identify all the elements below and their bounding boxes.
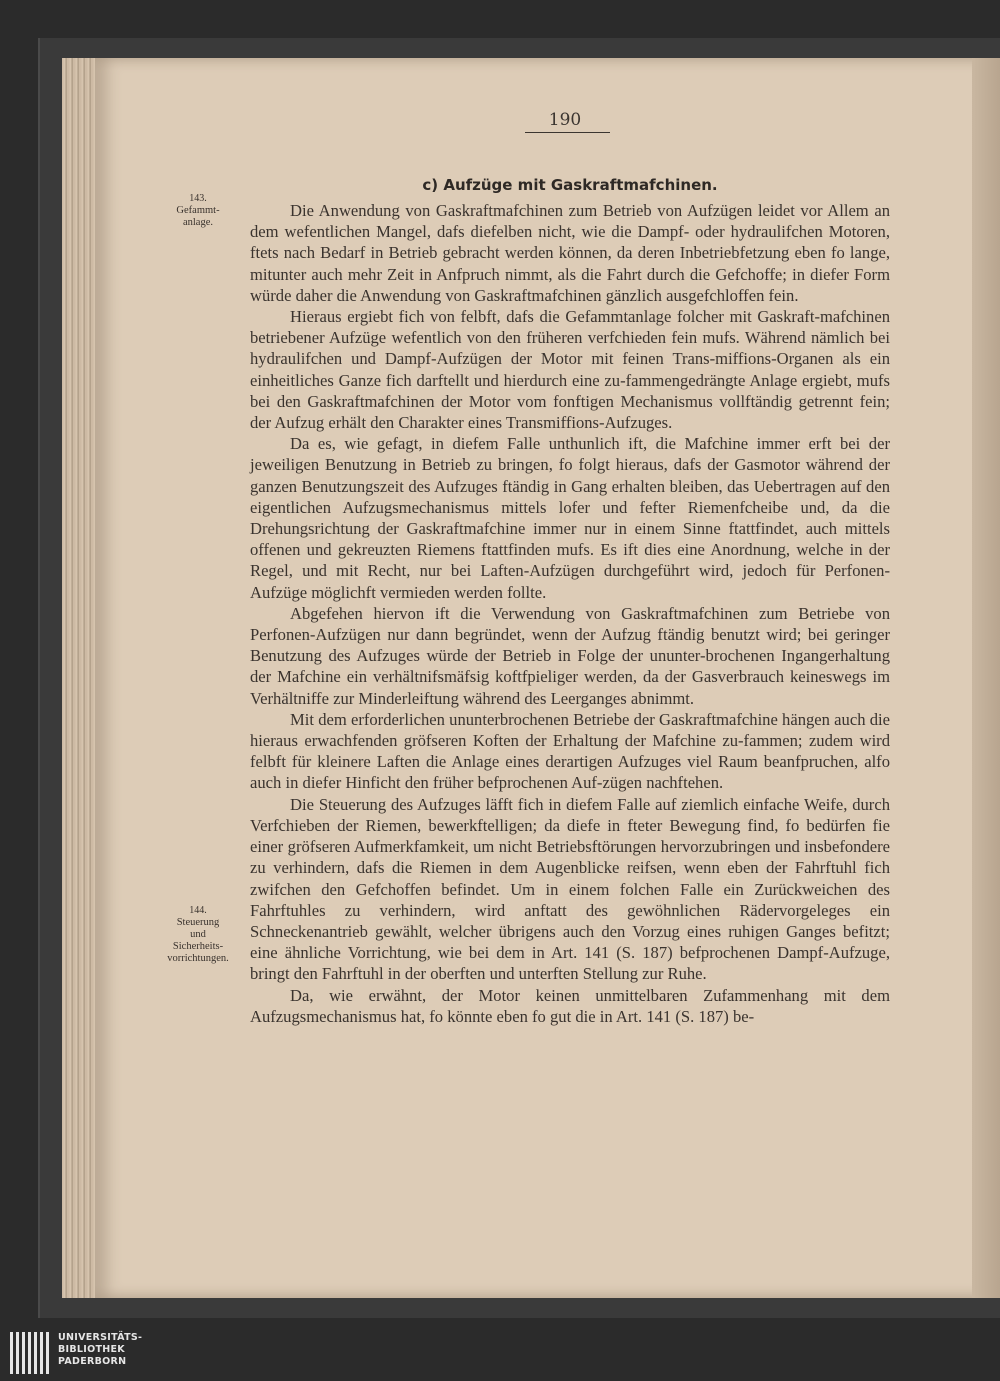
page-number: 190 <box>548 110 582 130</box>
section-heading: c) Aufzüge mit Gaskraftmafchinen. <box>422 176 718 194</box>
marginal-label: und <box>190 929 206 940</box>
paragraph: Die Steuerung des Aufzuges läfft fich in diefem Falle auf ziemlich einfache Weife, durch Verfchieben der Riemen, bewerkftelligen; da diefe in fteter Bewegung find, fo bedürfen fie einer gröfseren Aufmerkfamkeit, um nicht Betriebsftörungen hervorzubringen und insbefondere zu verhindern, dafs die Riemen in dem Augenblicke reifsen, wenn eben der Fahrftuhl fich zwifchen den Gefchoffen befindet. Um in einem folchen Falle ein Zurückweichen des Fahrftuhles zu verhindern, wird anftatt des gewöhnlichen Rädervorgeleges ein Schneckenantrieb gewählt, welcher übrigens auch den Vorzug eines ruhigen Ganges befitzt; eine ähnliche Vorrichtung, wie bei dem in Art. 141 (S. 187) befprochenen Dampf-Aufzuge, bringt den Fahrftuhl in der oberften und unterften Stellung zur Ruhe. <box>250 794 890 984</box>
paragraph: Da es, wie gefagt, in diefem Falle unthunlich ift, die Mafchine immer erft bei der jeweiligen Benutzung in Betrieb zu bringen, fo folgt hieraus, dafs der Gasmotor während der ganzen Benutzungszeit des Aufzuges ftändig in Gang erhalten bleiben, das Uebertragen auf den eigentlichen Aufzugsmechanismus mittels lofer und fefter Riemenfcheibe und, da die Drehungsrichtung der Gaskraftmafchine immer nur in einem Sinne ftattfindet, auch mittels offenen und gekreuzten Riemens ftattfinden mufs. Es ift dies eine Anordnung, welche in der Regel, und mit Recht, nur bei Laften-Aufzügen durchgeführt wird, jedoch für Perfonen-Aufzüge möglichft vermieden werden follte. <box>250 434 890 602</box>
paragraph: Die Anwendung von Gaskraftmafchinen zum Betrieb von Aufzügen leidet vor Allem an dem wefentlichen Mangel, dafs diefelben nicht, wie die Dampf- oder hydraulifchen Motoren, ftets nach Bedarf in Betrieb gebracht werden können, da deren Inbetriebfetzung eben fo lange, mitunter auch mehr Zeit in Anfpruch nimmt, als die Fahrt durch die Gefchoffe; in diefer Form würde daher die Anwendung von Gaskraftmafchinen gänzlich ausgefchloffen fein. <box>250 201 890 305</box>
page-curl-edge <box>972 58 1000 1298</box>
marginal-label: anlage. <box>182 217 214 228</box>
page-number-rule <box>525 132 610 133</box>
marginal-label: Steuerung <box>176 917 220 928</box>
logo-line: PADERBORN <box>58 1356 127 1367</box>
paragraph: Mit dem erforderlichen ununterbrochenen Betriebe der Gaskraftmafchine hängen auch die hieraus erwachfenden gröfseren Koften der Erhaltung der Mafchine zu-fammen; zudem wird felbft für kleinere Laften die Anlage eines derartigen Aufzuges viel Raum beanfpruchen, alfo auch in diefer Hinficht den früher befprochenen Auf-zügen nachftehen. <box>250 709 890 793</box>
marginal-note-144 <box>150 905 246 965</box>
library-logo-text <box>58 1332 142 1368</box>
logo-line: BIBLIOTHEK <box>58 1344 125 1355</box>
marginal-number: 143. <box>189 193 207 204</box>
marginal-label: vorrichtungen. <box>167 953 229 964</box>
marginal-label: Sicherheits- <box>172 941 224 952</box>
logo-line: UNIVERSITÄTS- <box>58 1332 143 1343</box>
paragraph: Abgefehen hiervon ift die Verwendung von Gaskraftmafchinen zum Betriebe von Perfonen-Aufzügen nur dann begründet, wenn der Aufzug ftändig benutzt wird; bei geringer Benutzung des Aufzuges würde der Betrieb in Folge der ununter-brochenen Ingangerhaltung der Mafchine ein verhältnifsmäfsig koftfpieliger werden, da der Gasverbrauch keineswegs im Verhältniffe zur Minderleiftung während des Leerganges abnimmt. <box>250 603 890 708</box>
library-logo-icon <box>10 1332 50 1374</box>
paragraph: Hieraus ergiebt fich von felbft, dafs die Gefammtanlage folcher mit Gaskraft-mafchinen betriebener Aufzüge wefentlich von den früheren verfchieden fein mufs. Während nämlich bei hydraulifchen und Dampf-Aufzügen der Motor mit feinen Trans-miffions-Organen als ein einheitliches Ganze fich darftellt und hierdurch eine zu-fammengedrängte Anlage ergiebt, mufs bei den Gaskraftmafchinen der Motor vom fonftigen Mechanismus vollftändig getrennt fein; der Aufzug erhält den Charakter eines Transmiffions-Aufzuges. <box>250 307 890 433</box>
library-logo <box>10 1332 210 1374</box>
marginal-number: 144. <box>189 905 207 916</box>
marginal-label: Gefammt- <box>176 205 220 216</box>
body-text <box>250 200 890 1027</box>
paragraph: Da, wie erwähnt, der Motor keinen unmittelbaren Zufammenhang mit dem Aufzugsmechanismus hat, fo könnte eben fo gut die in Art. 141 (S. 187) be- <box>250 985 890 1026</box>
marginal-note-143 <box>150 193 246 229</box>
